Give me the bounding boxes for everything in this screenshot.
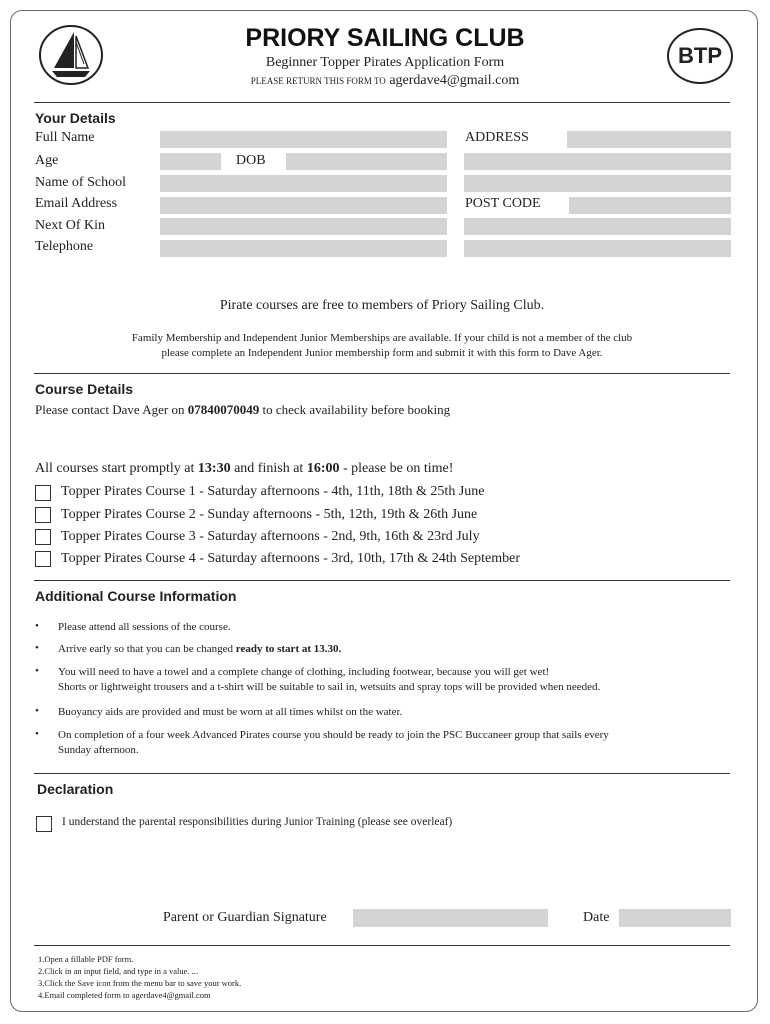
return-prefix: PLEASE RETURN THIS FORM TO [250, 76, 386, 86]
email-label: Email Address [35, 196, 118, 211]
logo [38, 24, 104, 86]
telephone-extra-field[interactable] [464, 240, 731, 257]
divider [34, 373, 730, 374]
bullet: • [35, 728, 39, 740]
info-item-5-line2: Sunday afternoon. [58, 744, 139, 756]
date-field[interactable] [619, 909, 731, 927]
dob-field[interactable] [286, 153, 447, 170]
start-mid: and finish at [234, 461, 304, 476]
course-2-checkbox[interactable] [35, 507, 51, 523]
info-item-2-text: Arrive early so that you can be changed [58, 643, 234, 655]
start-time-line [35, 461, 453, 477]
declaration-statement: I understand the parental responsibilities during Junior Training (please see overleaf) [62, 816, 453, 828]
course-1-checkbox[interactable] [35, 485, 51, 501]
footer-line-4: 4.Email completed form to agerdave4@gmail.com [38, 990, 211, 1000]
info-item-2 [58, 642, 718, 657]
course-3-label: Topper Pirates Course 3 - Saturday afternoons - 2nd, 9th, 16th & 23rd July [61, 529, 480, 544]
info-item-3-line2: Shorts or lightweight trousers and a t-shirt will be suitable to sail in, wetsuits and spray tops will be provided when needed. [58, 681, 601, 693]
info-item-3-line1: You will need to have a towel and a complete change of clothing, including footwear, because you will get wet! [58, 666, 550, 678]
declaration-checkbox[interactable] [36, 816, 52, 832]
age-field[interactable] [160, 153, 221, 170]
start-prefix: All courses start promptly at [35, 461, 195, 476]
info-item-1: Please attend all sessions of the course. [58, 621, 231, 633]
divider [34, 102, 730, 103]
next-of-kin-field[interactable] [160, 218, 447, 235]
post-code-label: POST CODE [465, 196, 541, 211]
btp-badge-text: BTP [678, 43, 722, 68]
contact-prefix: Please contact Dave Ager on [35, 402, 185, 417]
free-courses-note: Pirate courses are free to members of Priory Sailing Club. [219, 298, 545, 313]
signature-field[interactable] [353, 909, 548, 927]
divider [34, 580, 730, 581]
dob-label: DOB [236, 153, 266, 168]
info-item-2-bold: ready to start at 13.30. [235, 643, 342, 655]
your-details-heading: Your Details [35, 110, 116, 126]
next-of-kin-extra-field[interactable] [464, 218, 731, 235]
email-field[interactable] [160, 197, 447, 214]
form-subtitle: Beginner Topper Pirates Application Form [265, 55, 505, 70]
start-time: 13:30 [197, 461, 231, 476]
course-1-label: Topper Pirates Course 1 - Saturday afternoons - 4th, 11th, 18th & 25th June [61, 484, 485, 499]
school-label: Name of School [35, 175, 126, 190]
info-item-3 [58, 665, 718, 695]
membership-note-line2: please complete an Independent Junior membership form and submit it with this form to Dave Ager. [161, 347, 603, 359]
page-title: PRIORY SAILING CLUB [245, 24, 525, 52]
footer-line-2: 2.Click in an input field, and type in a value. ... [38, 966, 199, 976]
telephone-label: Telephone [35, 239, 94, 254]
address-field-2[interactable] [464, 153, 731, 170]
address-field-1[interactable] [567, 131, 731, 148]
sailboat-icon [38, 24, 104, 86]
age-label: Age [35, 153, 59, 168]
info-item-5-line1: On completion of a four week Advanced Pirates course you should be ready to join the PSC Buccaneer group that sails every [58, 729, 609, 741]
declaration-heading: Declaration [37, 781, 114, 797]
course-2-label: Topper Pirates Course 2 - Sunday afternoons - 5th, 12th, 19th & 26th June [61, 507, 478, 522]
contact-line [35, 402, 450, 418]
telephone-field[interactable] [160, 240, 447, 257]
divider [34, 773, 730, 774]
start-suffix: - please be on time! [342, 461, 454, 476]
additional-info-heading: Additional Course Information [35, 588, 237, 604]
footer-line-1: 1.Open a fillable PDF form. [38, 954, 134, 964]
date-label: Date [583, 910, 610, 925]
return-line [150, 73, 620, 89]
full-name-field[interactable] [160, 131, 447, 148]
course-details-heading: Course Details [35, 381, 134, 397]
footer-instructions [38, 953, 241, 1001]
course-3-checkbox[interactable] [35, 529, 51, 545]
membership-note-line1: Family Membership and Independent Junior Memberships are available. If your child is not a member of the club [131, 332, 633, 344]
course-4-checkbox[interactable] [35, 551, 51, 567]
info-item-5 [58, 728, 718, 758]
bullet: • [35, 642, 39, 654]
return-email: agerdave4@gmail.com [389, 73, 520, 88]
divider [34, 945, 730, 946]
contact-phone: 07840070049 [187, 402, 260, 417]
course-4-label: Topper Pirates Course 4 - Saturday afternoons - 3rd, 10th, 17th & 24th September [61, 551, 520, 566]
address-field-3[interactable] [464, 175, 731, 192]
bullet: • [35, 665, 39, 677]
btp-badge [667, 28, 733, 84]
school-field[interactable] [160, 175, 447, 192]
contact-suffix: to check availability before booking [262, 402, 451, 417]
end-time: 16:00 [306, 461, 340, 476]
post-code-field[interactable] [569, 197, 731, 214]
address-label: ADDRESS [465, 130, 529, 145]
bullet: • [35, 620, 39, 632]
info-item-4: Buoyancy aids are provided and must be worn at all times whilst on the water. [58, 706, 403, 718]
footer-line-3: 3.Click the Save icon from the menu bar to save your work. [38, 978, 242, 988]
signature-label: Parent or Guardian Signature [163, 910, 327, 925]
full-name-label: Full Name [35, 130, 95, 145]
bullet: • [35, 705, 39, 717]
next-of-kin-label: Next Of Kin [35, 218, 105, 233]
